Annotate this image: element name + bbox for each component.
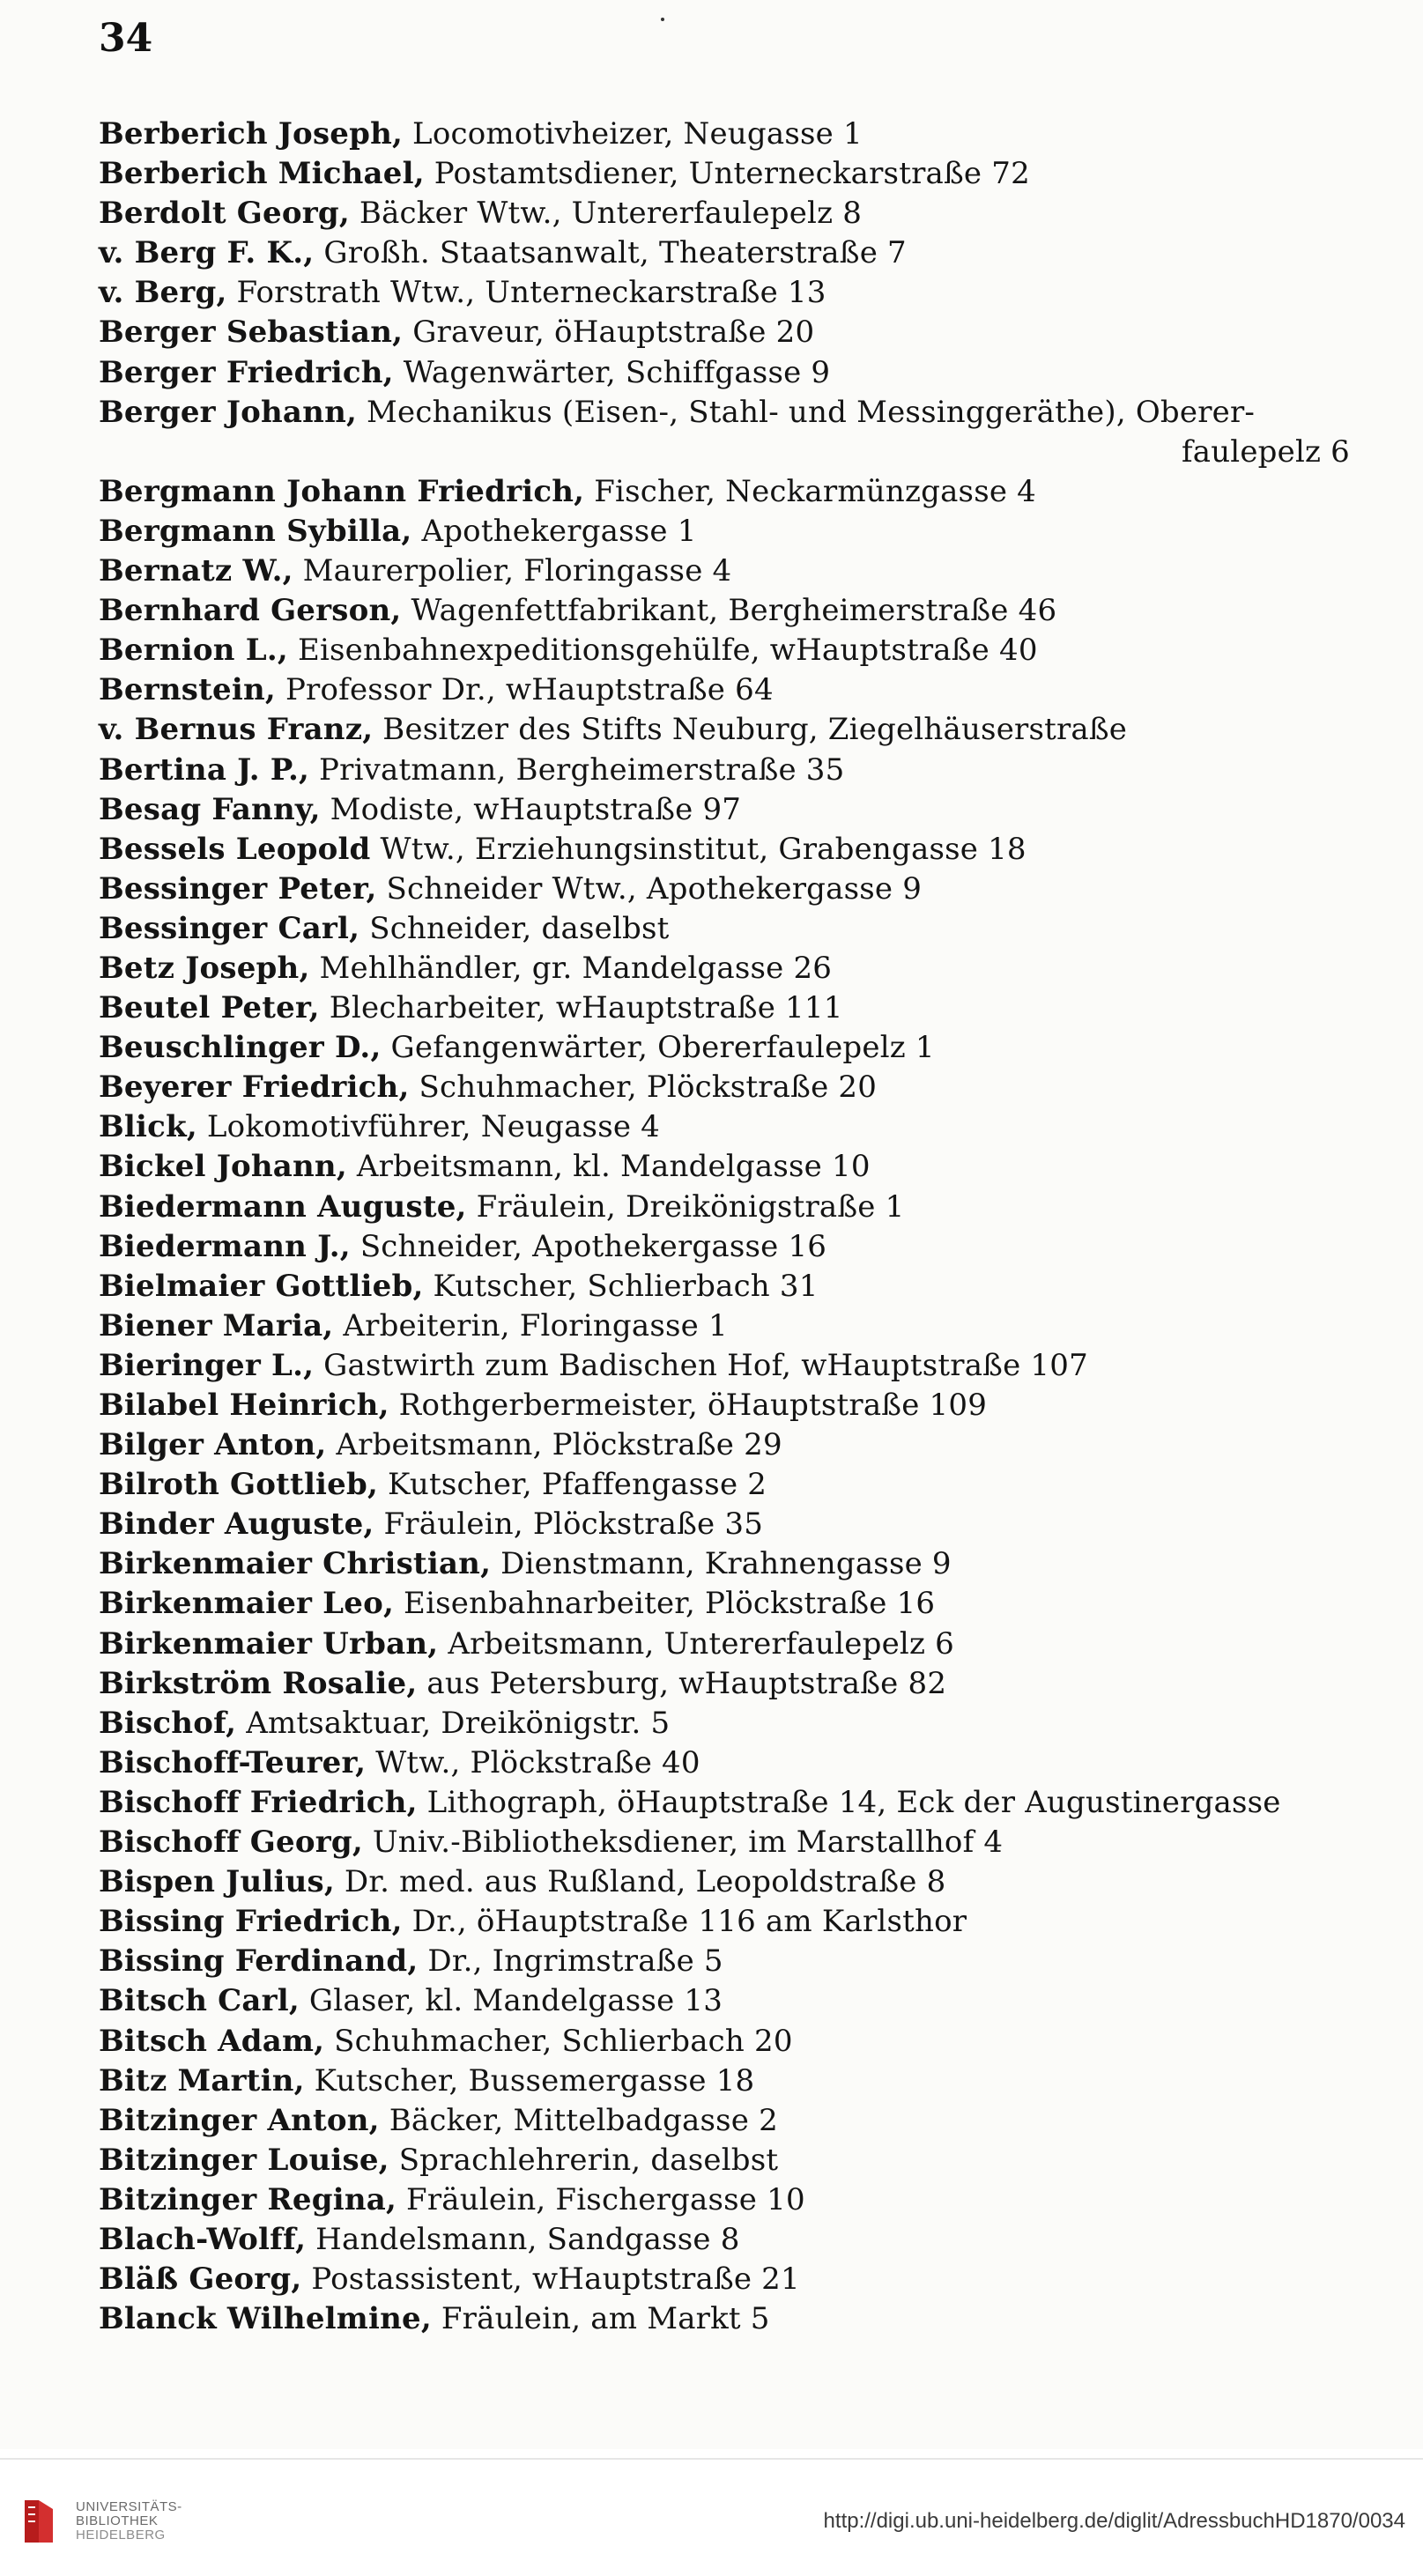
directory-entry [99,154,1359,194]
entry-details: Eisenbahnexpeditionsgehülfe, wHauptstraße 40 [287,633,1038,669]
directory-entry [99,1902,1359,1942]
entry-details: Mehlhändler, gr. Mandelgasse 26 [309,950,833,986]
entry-details: Dr., Ingrimstraße 5 [418,1943,723,1980]
entry-name: Bessels Leopold [99,831,371,867]
entry-name: Berger Friedrich, [99,354,394,390]
entry-details: Amtsaktuar, Dreikönigstr. 5 [236,1705,671,1741]
entry-details: Privatmann, Bergheimerstraße 35 [309,751,845,788]
entry-details: Sprachlehrerin, daselbst [389,2142,779,2178]
directory-entry [99,1267,1359,1307]
logo-line: BIBLIOTHEK [76,2513,159,2528]
entry-name: Bitz Martin, [99,2062,305,2099]
entry-details: Postamtsdiener, Unterneckarstraße 72 [424,156,1030,192]
entry-details: Besitzer des Stifts Neuburg, Ziegelhäuserstraße [373,712,1128,748]
entry-name: Bilger Anton, [99,1427,327,1463]
entry-name: Bielmaier Gottlieb, [99,1268,424,1304]
directory-entry [99,1068,1359,1107]
entry-name: Bitzinger Anton, [99,2102,380,2138]
entry-details: Fräulein, Plöckstraße 35 [374,1506,764,1543]
directory-entry [99,1147,1359,1187]
directory-entry [99,1981,1359,2021]
entry-details: Dr. med. aus Rußland, Leopoldstraße 8 [334,1864,946,1900]
entry-name: Binder Auguste, [99,1506,374,1543]
directory-entry [99,1862,1359,1902]
entry-details: Großh. Staatsanwalt, Theaterstraße 7 [314,235,907,271]
directory-entry [99,512,1359,551]
directory-entry [99,1107,1359,1147]
entry-details: Schneider, daselbst [359,910,670,946]
directory-entry [99,1346,1359,1386]
directory-entry [99,1743,1359,1783]
entry-name: Bernstein, [99,672,276,708]
entry-details: Dr., öHauptstraße 116 am Karlsthor [402,1904,967,1940]
entry-details: Blecharbeiter, wHauptstraße 111 [319,990,843,1026]
entry-details: Maurerpolier, Floringasse 4 [293,553,732,589]
directory-entry [99,353,1359,393]
entry-details: Fischer, Neckarmünzgasse 4 [584,473,1036,509]
entry-details: Gastwirth zum Badischen Hof, wHauptstraße 107 [314,1347,1088,1383]
entry-name: v. Berg, [99,275,227,311]
entry-details: Modiste, wHauptstraße 97 [320,791,742,827]
entry-name: Bergmann Sybilla, [99,513,412,549]
entry-name: Bitsch Adam, [99,2023,325,2059]
entry-details: Dienstmann, Krahnengasse 9 [491,1546,952,1582]
directory-entry [99,1942,1359,1981]
entry-details: Arbeitsmann, Plöckstraße 29 [326,1427,782,1463]
entry-name: Bernion L., [99,633,288,669]
entry-details: Schuhmacher, Schlierbach 20 [324,2023,793,2059]
entry-name: Bitzinger Regina, [99,2181,397,2217]
directory-entry [99,751,1359,790]
entry-details: Postassistent, wHauptstraße 21 [301,2261,800,2298]
entry-details: Fräulein, Dreikönigstraße 1 [466,1188,905,1225]
entry-details: Kutscher, Schlierbach 31 [423,1268,819,1304]
entry-name: v. Bernus Franz, [99,712,374,748]
directory-entry [99,393,1359,433]
entry-details: Wagenwärter, Schiffgasse 9 [393,354,831,390]
directory-entry [99,790,1359,830]
directory-entry [99,472,1359,512]
directory-entry [99,1188,1359,1227]
directory-entry [99,1664,1359,1704]
directory-entry [99,1584,1359,1624]
entry-details: Lokomotivführer, Neugasse 4 [196,1109,661,1145]
directory-entry [99,1425,1359,1465]
directory-entry [99,1783,1359,1823]
entry-name: Biedermann J., [99,1228,351,1264]
entry-name: v. Berg F. K., [99,235,315,271]
directory-entries [99,115,1359,2339]
entry-name: Birkenmaier Christian, [99,1546,492,1582]
entry-name: Bischof, [99,1705,237,1741]
entry-name: Berberich Joseph, [99,116,404,152]
entry-name: Bispen Julius, [99,1864,335,1900]
entry-name: Bieringer L., [99,1347,315,1383]
directory-entry [99,949,1359,988]
entry-details: Locomotivheizer, Neugasse 1 [403,116,863,152]
entry-details: Univ.-Bibliotheksdiener, im Marstallhof 4 [362,1825,1004,1861]
directory-entry [99,670,1359,710]
entry-details: Professor Dr., wHauptstraße 64 [275,672,774,708]
entry-name: Bilroth Gottlieb, [99,1467,379,1503]
entry-name: Bischoff-Teurer, [99,1744,367,1780]
directory-entry [99,988,1359,1028]
entry-name: Berger Sebastian, [99,315,404,351]
entry-name: Bissing Ferdinand, [99,1943,419,1980]
directory-entry [99,870,1359,909]
entry-name: Birkenmaier Leo, [99,1586,395,1622]
directory-entry [99,273,1359,313]
entry-name: Birkenmaier Urban, [99,1625,439,1662]
directory-entry [99,631,1359,670]
entry-name: Bischoff Georg, [99,1825,363,1861]
directory-entry [99,194,1359,233]
entry-name: Bilabel Heinrich, [99,1388,389,1423]
directory-entry [99,591,1359,631]
directory-entry [99,115,1359,154]
entry-name: Bitzinger Louise, [99,2142,389,2178]
entry-details: Bäcker, Mittelbadgasse 2 [379,2102,778,2138]
directory-entry [99,1625,1359,1664]
entry-details: Schneider, Apothekergasse 16 [350,1228,827,1264]
directory-entry [99,2141,1359,2180]
entry-details: Apothekergasse 1 [411,513,697,549]
library-logo-text [76,2500,182,2543]
directory-entry [99,710,1359,750]
directory-entry [99,1544,1359,1584]
entry-details: Gefangenwärter, Obererfaulepelz 1 [381,1030,935,1066]
entry-name: Bergmann Johann Friedrich, [99,473,585,509]
entry-details: Wtw., Plöckstraße 40 [366,1744,700,1780]
entry-continuation [99,433,1359,472]
entry-name: Bissing Friedrich, [99,1904,403,1940]
entry-details: Handelsmann, Sandgasse 8 [306,2221,740,2257]
directory-entry [99,1465,1359,1505]
entry-name: Bickel Johann, [99,1149,347,1185]
entry-details: Fräulein, am Markt 5 [431,2301,770,2337]
entry-details: Forstrath Wtw., Unterneckarstraße 13 [226,275,826,311]
entry-name: Blick, [99,1109,197,1145]
directory-entry [99,1386,1359,1425]
entry-name: Berberich Michael, [99,156,425,192]
directory-entry [99,1227,1359,1267]
entry-name: Besag Fanny, [99,791,321,827]
page-number: 34 [99,16,153,61]
entry-details: Rothgerbermeister, öHauptstraße 109 [389,1388,988,1423]
entry-details: faulepelz 6 [1181,433,1350,470]
entry-details: Arbeitsmann, kl. Mandelgasse 10 [346,1149,871,1185]
directory-entry [99,551,1359,591]
directory-entry [99,1505,1359,1544]
directory-entry [99,2022,1359,2062]
entry-name: Bertina J. P., [99,751,310,788]
entry-details: Schuhmacher, Plöckstraße 20 [409,1070,878,1106]
entry-name: Blach-Wolff, [99,2221,307,2257]
entry-details: Arbeitsmann, Untererfaulepelz 6 [438,1625,954,1662]
directory-entry [99,2220,1359,2260]
viewer-footer [0,2458,1423,2576]
entry-details: Wtw., Erziehungsinstitut, Grabengasse 18 [370,831,1026,867]
entry-details: Wagenfettfabrikant, Bergheimerstraße 46 [401,593,1057,629]
entry-name: Bernatz W., [99,553,293,589]
entry-details: Kutscher, Pfaffengasse 2 [378,1467,767,1503]
entry-name: Berdolt Georg, [99,196,350,232]
directory-entry [99,2260,1359,2299]
print-speck [661,18,664,21]
entry-details: Graveur, öHauptstraße 20 [403,315,815,351]
entry-name: Birkström Rosalie, [99,1665,418,1701]
entry-details: Fräulein, Fischergasse 10 [397,2181,805,2217]
logo-line: UNIVERSITÄTS- [76,2499,182,2514]
entry-details: Eisenbahnarbeiter, Plöckstraße 16 [394,1586,936,1622]
entry-details: Bäcker Wtw., Untererfaulepelz 8 [349,196,863,232]
entry-details: Arbeiterin, Floringasse 1 [333,1307,728,1344]
entry-details: Glaser, kl. Mandelgasse 13 [299,1983,723,2019]
directory-entry [99,1704,1359,1743]
entry-details: aus Petersburg, wHauptstraße 82 [417,1665,947,1701]
directory-entry [99,2101,1359,2141]
directory-entry [99,830,1359,870]
entry-details: Lithograph, öHauptstraße 14, Eck der Augustinergasse [417,1784,1281,1820]
logo-line: HEIDELBERG [76,2528,166,2543]
directory-entry [99,1823,1359,1862]
university-library-logo-icon [19,2497,58,2546]
directory-entry [99,2299,1359,2339]
entry-name: Bessinger Peter, [99,870,377,907]
directory-entry [99,2180,1359,2220]
entry-name: Blanck Wilhelmine, [99,2301,432,2337]
entry-details: Kutscher, Bussemergasse 18 [304,2062,755,2099]
entry-name: Betz Joseph, [99,950,310,986]
entry-name: Biedermann Auguste, [99,1188,467,1225]
entry-name: Berger Johann, [99,394,358,430]
directory-entry [99,1307,1359,1346]
entry-name: Beyerer Friedrich, [99,1070,410,1106]
entry-details: Mechanikus (Eisen-, Stahl- und Messinggeräthe), Oberer- [357,394,1256,430]
entry-name: Bernhard Gerson, [99,593,402,629]
entry-name: Biener Maria, [99,1307,334,1344]
directory-entry [99,1028,1359,1068]
entry-name: Beutel Peter, [99,990,320,1026]
entry-name: Bläß Georg, [99,2261,302,2298]
entry-name: Bessinger Carl, [99,910,360,946]
entry-details: Schneider Wtw., Apothekergasse 9 [376,870,923,907]
directory-entry [99,233,1359,273]
directory-entry [99,2062,1359,2101]
entry-name: Beuschlinger D., [99,1030,382,1066]
entry-name: Bischoff Friedrich, [99,1784,418,1820]
source-url-link[interactable]: http://digi.ub.uni-heidelberg.de/diglit/AdressbuchHD1870/0034 [823,2509,1405,2533]
directory-entry [99,313,1359,352]
entry-name: Bitsch Carl, [99,1983,300,2019]
directory-entry [99,909,1359,949]
